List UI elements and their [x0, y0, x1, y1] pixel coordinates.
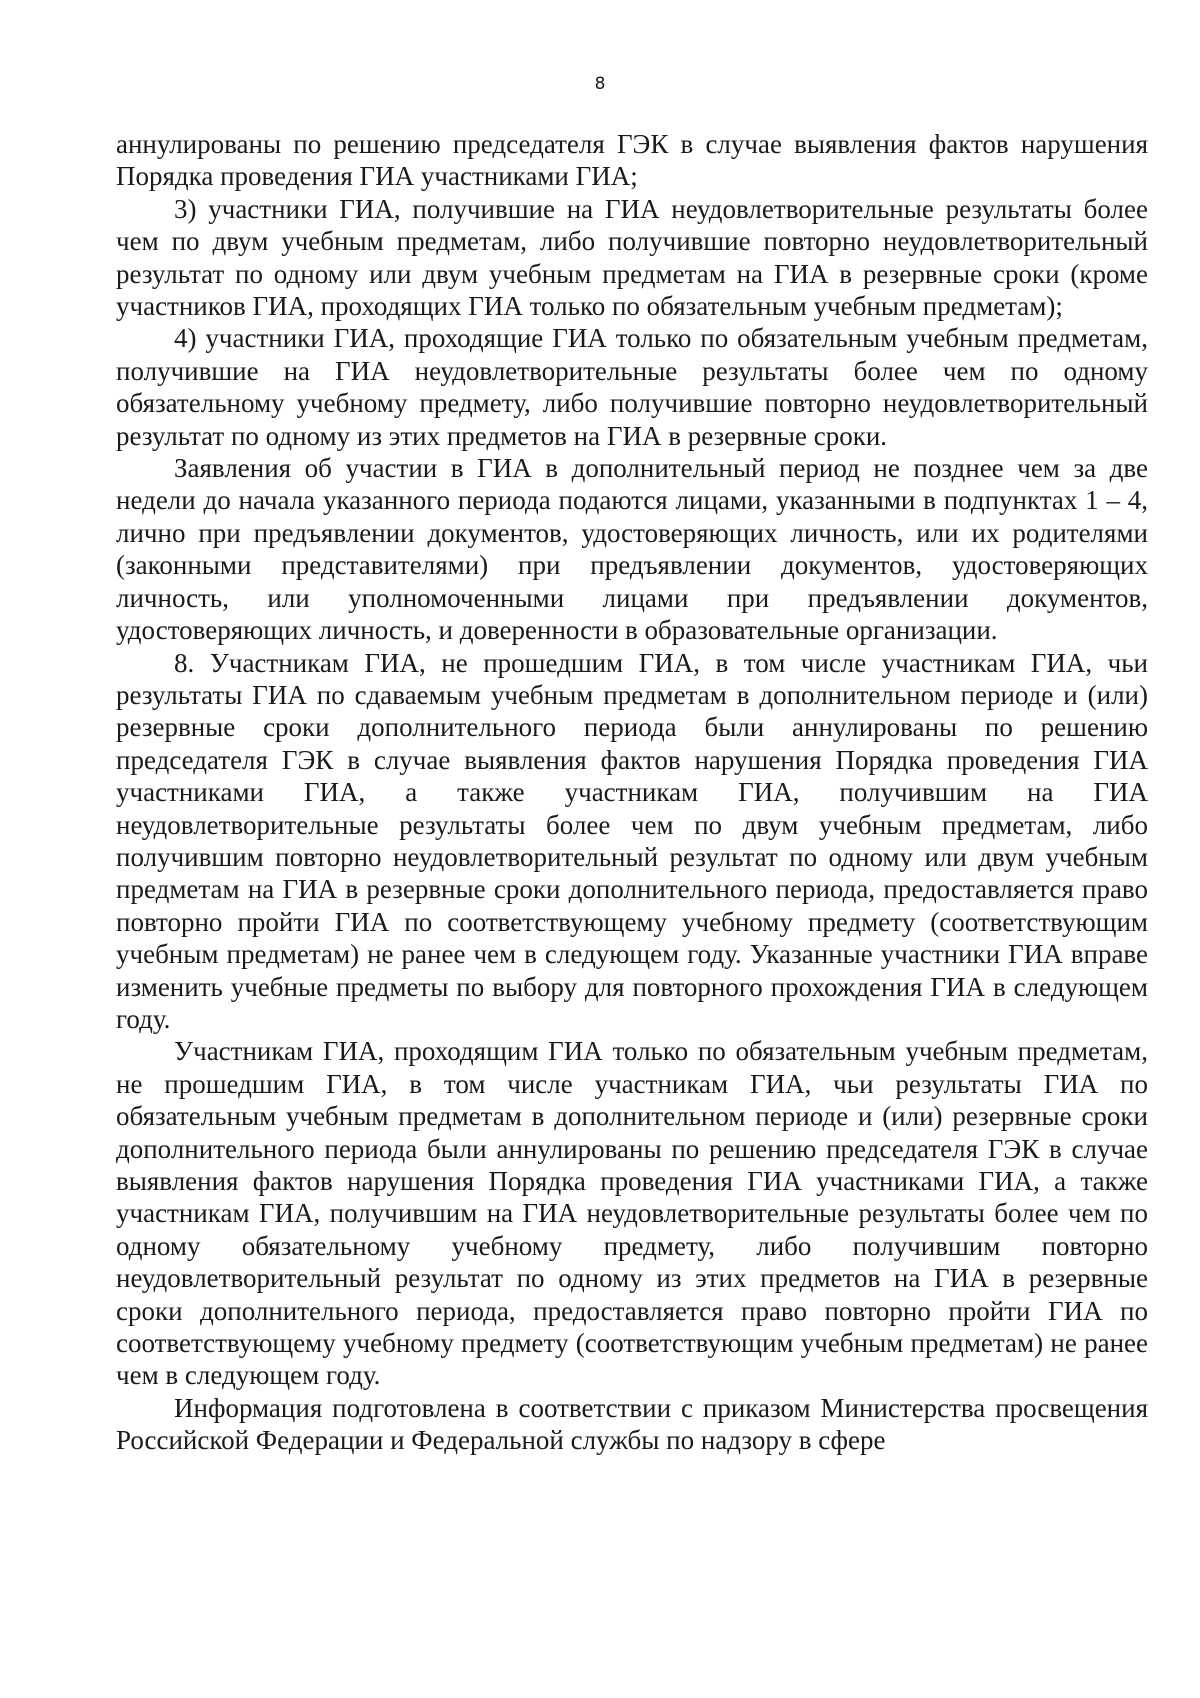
paragraph-item-3: 3) участники ГИА, получившие на ГИА неудовлетворительные результаты более чем по двум учебным предметам, либо получившие повторно неудовлетворительный результат по одному или двум учебным предметам на ГИА в резервные сроки (кроме участников ГИА, проходящих ГИА только по обязательным учебным предметам);	[116, 193, 1148, 322]
paragraph-applications: Заявления об участии в ГИА в дополнительный период не позднее чем за две недели до начала указанного периода подаются лицами, указанными в подпунктах 1 – 4, лично при предъявлении документов, удостоверяющих личность, или их родителями (законными представителями) при предъявлении документов, удостоверяющих личность, или уполномоченными лицами при предъявлении документов, удостоверяющих личность, и доверенности в образовательные организации.	[116, 453, 1148, 646]
page-number: 8	[594, 74, 606, 94]
document-body	[116, 128, 1148, 1457]
paragraph-mandatory-subjects: Участникам ГИА, проходящим ГИА только по обязательным учебным предметам, не прошедшим ГИА, в том числе участникам ГИА, чьи результаты ГИА по обязательным учебным предметам в дополнительном периоде и (или) резервные сроки дополнительного периода были аннулированы по решению председателя ГЭК в случае выявления фактов нарушения Порядка проведения ГИА участниками ГИА, а также участникам ГИА, получившим на ГИА неудовлетворительные результаты более чем по одному обязательному учебному предмету, либо получившим повторно неудовлетворительный результат по одному из этих предметов на ГИА в резервные сроки дополнительного периода, предоставляется право повторно пройти ГИА по соответствующему учебному предмету (соответствующим учебным предметам) не ранее чем в следующем году.	[116, 1036, 1148, 1391]
paragraph-information: Информация подготовлена в соответствии с приказом Министерства просвещения Российской Федерации и Федеральной службы по надзору в сфере	[116, 1392, 1148, 1456]
paragraph-item-4: 4) участники ГИА, проходящие ГИА только по обязательным учебным предметам, получившие на ГИА неудовлетворительные результаты более чем по одному обязательному учебному предмету, либо получившие повторно неудовлетворительный результат по одному из этих предметов на ГИА в резервные сроки.	[116, 323, 1148, 451]
paragraph-continuation: аннулированы по решению председателя ГЭК в случае выявления фактов нарушения Порядка проведения ГИА участниками ГИА;	[116, 129, 1148, 192]
paragraph-section-8: 8. Участникам ГИА, не прошедшим ГИА, в том числе участникам ГИА, чьи результаты ГИА по сдаваемым учебным предметам в дополнительном периоде и (или) резервные сроки дополнительного периода были аннулированы по решению председателя ГЭК в случае выявления фактов нарушения Порядка проведения ГИА участниками ГИА, а также участникам ГИА, получившим на ГИА неудовлетворительные результаты более чем по двум учебным предметам, либо получившим повторно неудовлетворительный результат по одному или двум учебным предметам на ГИА в резервные сроки дополнительного периода, предоставляется право повторно пройти ГИА по соответствующему учебному предмету (соответствующим учебным предметам) не ранее чем в следующем году. Указанные участники ГИА вправе изменить учебные предметы по выбору для повторного прохождения ГИА в следующем году.	[116, 647, 1148, 1034]
